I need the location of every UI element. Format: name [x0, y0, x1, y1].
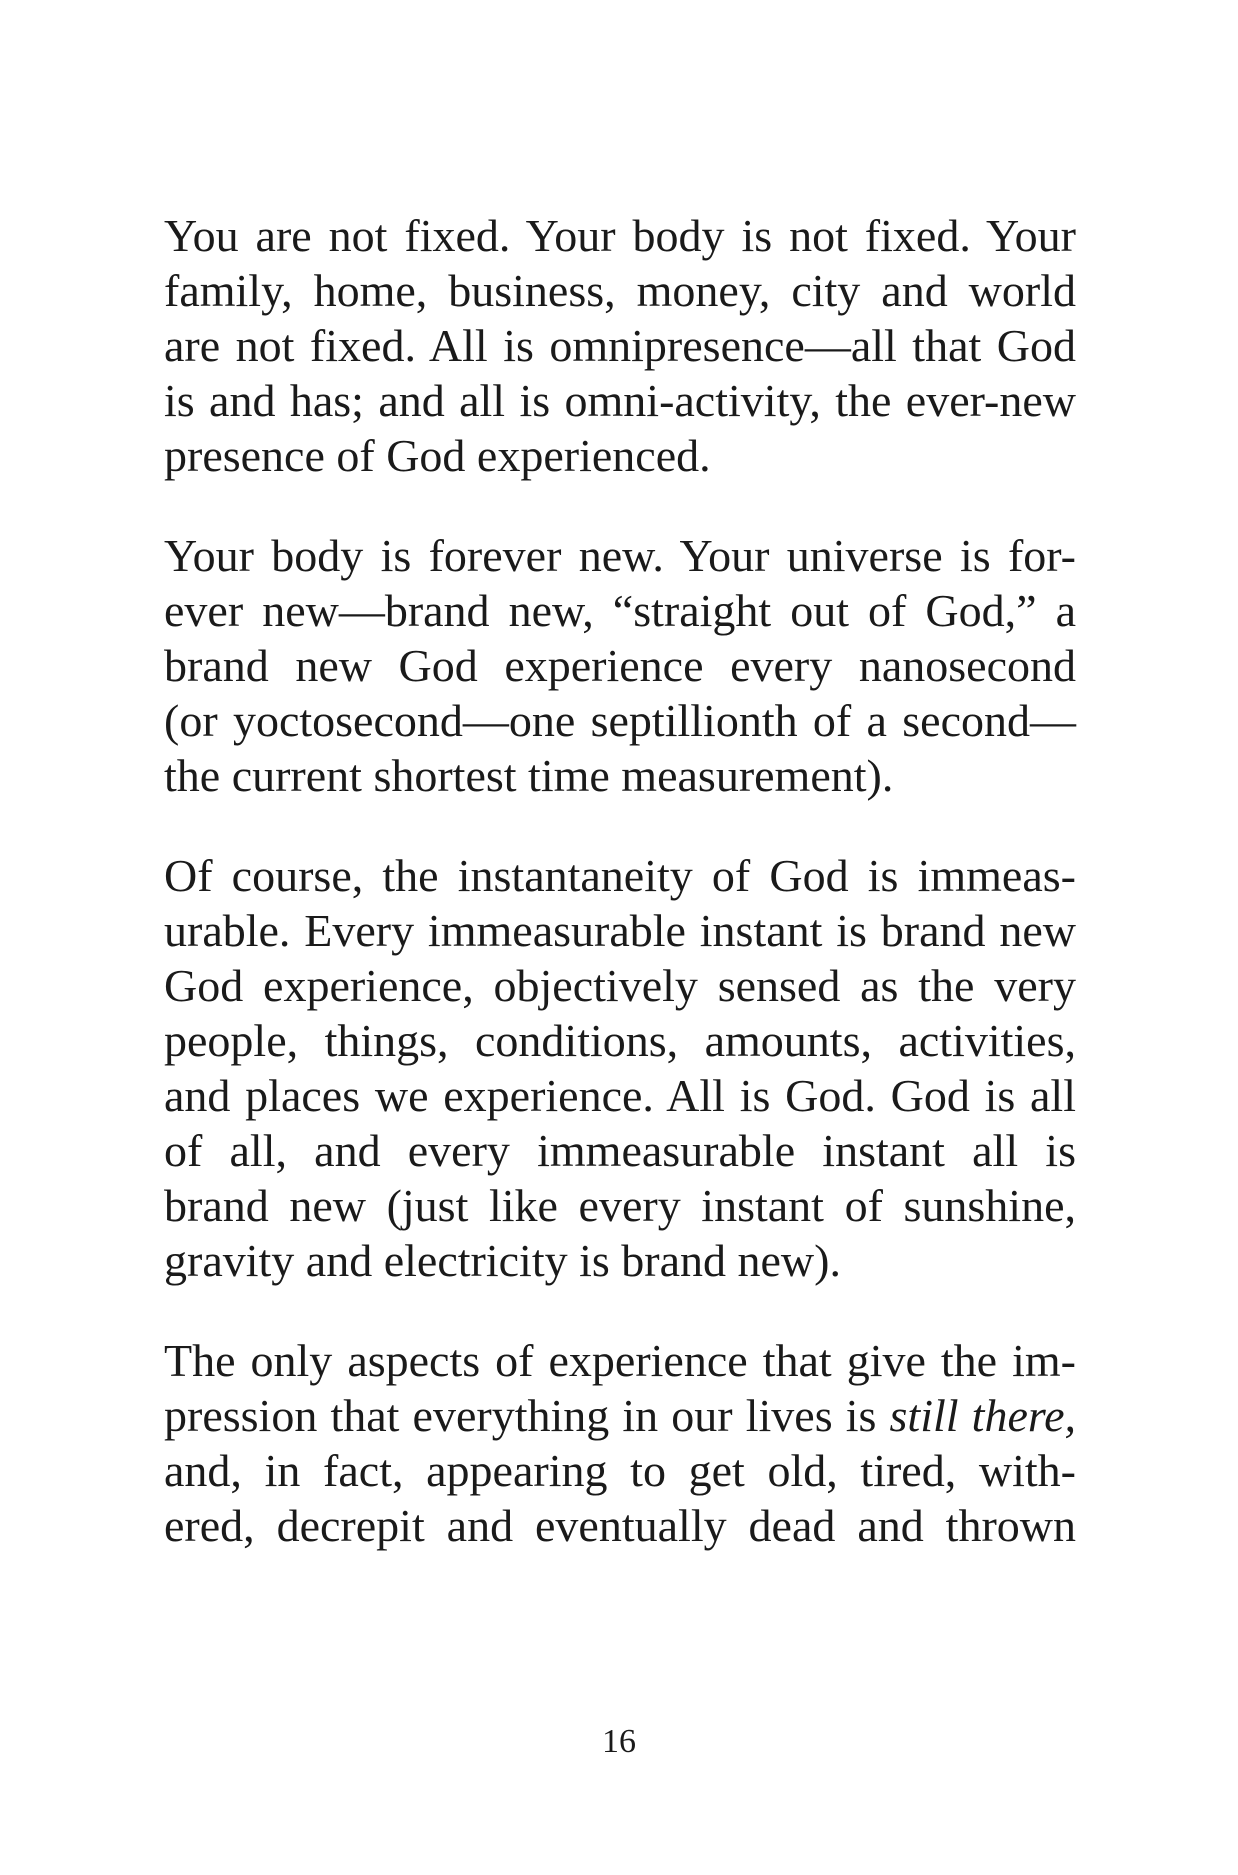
- text-line: of all, and every immeasurable instant all is: [164, 1125, 1076, 1176]
- text-line: (or yoctosecond—one septillionth of a second—: [164, 695, 1076, 746]
- text-line: The only aspects of experience that give the im-: [164, 1335, 1076, 1386]
- paragraph-2: [164, 528, 1076, 803]
- text-line: Your body is forever new. Your universe is for-: [164, 530, 1076, 581]
- text-line: ered, decrepit and eventually dead and thrown: [164, 1500, 1076, 1551]
- text-line: brand new (just like every instant of sunshine,: [164, 1180, 1076, 1231]
- paragraph-spacer: [164, 1288, 1076, 1333]
- text-line: is and has; and all is omni-activity, the ever-new: [164, 375, 1076, 426]
- text-line: the current shortest time measurement).: [164, 750, 894, 801]
- paragraph-spacer: [164, 803, 1076, 848]
- text-line: people, things, conditions, amounts, activities,: [164, 1015, 1076, 1066]
- paragraph-3: [164, 848, 1076, 1288]
- text-line: presence of God experienced.: [164, 430, 711, 481]
- text-line: are not fixed. All is omnipresence—all that God: [164, 320, 1076, 371]
- italic-phrase: still there,: [889, 1390, 1076, 1441]
- text-line: and places we experience. All is God. God is all: [164, 1070, 1076, 1121]
- paragraph-1: [164, 208, 1076, 483]
- text-segment: pression that everything in our lives is: [164, 1390, 890, 1441]
- text-line: brand new God experience every nanosecond: [164, 640, 1076, 691]
- text-line: urable. Every immeasurable instant is brand new: [164, 905, 1076, 956]
- page-number: 16: [602, 1723, 636, 1760]
- paragraph-4: [164, 1333, 1076, 1553]
- text-line: God experience, objectively sensed as the very: [164, 960, 1076, 1011]
- text-line: gravity and electricity is brand new).: [164, 1235, 841, 1286]
- body-text: [164, 208, 1076, 1553]
- text-line: and, in fact, appearing to get old, tired, with-: [164, 1445, 1076, 1496]
- paragraph-spacer: [164, 483, 1076, 528]
- text-line: You are not fixed. Your body is not fixed. Your: [164, 210, 1076, 261]
- text-line: Of course, the instantaneity of God is immeas-: [164, 850, 1076, 901]
- text-line: ever new—brand new, “straight out of God,” a: [164, 585, 1076, 636]
- text-line-with-italic: [164, 1388, 1076, 1443]
- text-line: family, home, business, money, city and world: [164, 265, 1076, 316]
